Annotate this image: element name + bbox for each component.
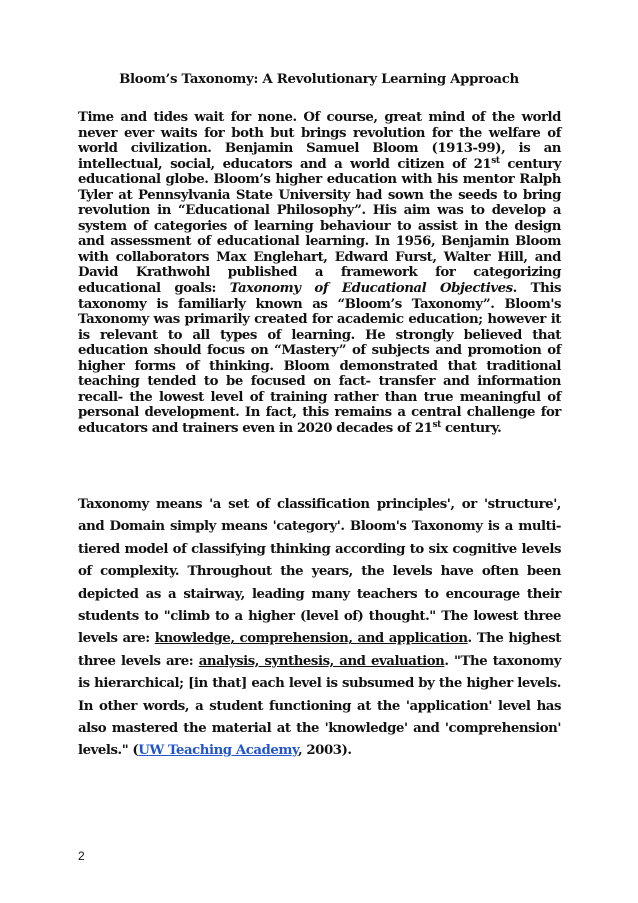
page-number: 2 (78, 849, 85, 863)
paragraph-intro-text: century educational globe. Bloom’s higher education with his mentor Ralph Tyler at Pennsylvania State University had sown the seeds to bring revolution in “Educational Philosophy”. His aim was to develop a system of categories of learning behaviour to assist in the design and assessment of educational learning. In 1956, Benjamin Bloom with collaborators Max Englehart, Edward Furst, Walter Hill, and David Krathwohl published a framework for categorizing educational goals: (78, 156, 562, 297)
document-title: Bloom’s Taxonomy: A Revolutionary Learning Approach (119, 72, 519, 87)
paragraph-intro-text: century. (440, 420, 502, 436)
paragraph-taxonomy-text: . The highest three levels are: (78, 631, 561, 669)
paragraph-taxonomy-text: . "The taxonomy is hierarchical; [in that] each level is subsumed by the higher levels. In other words, a student functioning at the 'application' level has also mastered the material at the 'knowledge' and 'comprehension' levels." ( (78, 653, 561, 759)
superscript-st: st (432, 419, 441, 430)
lower-levels-underlined: knowledge, comprehension, and application (154, 631, 468, 647)
paragraph-intro-text: Time and tides wait for none. Of course, great mind of the world never ever waits for both but brings revolution for the welfare of world civilization. Benjamin Samuel Bloom (1913-99), is an intellectual, social, educators and a world citizen of 21 (78, 110, 561, 172)
paragraph-taxonomy (78, 494, 561, 763)
paragraph-intro (78, 110, 561, 436)
superscript-st: st (491, 155, 500, 166)
paragraph-taxonomy-text: Taxonomy means 'a set of classification principles', or 'structure', and Domain simply means 'category'. Bloom's Taxonomy is a multi-tiered model of classifying thinking according to six cognitive levels of complexity. Throughout the years, the levels have often been depicted as a stairway, leading many teachers to encourage their students to "climb to a higher (level of) thought." The lowest three levels are: (78, 497, 561, 647)
book-title-italic: Taxonomy of Educational Objectives (229, 281, 513, 297)
paragraph-taxonomy-text: , 2003). (298, 743, 352, 759)
uw-teaching-academy-link[interactable]: UW Teaching Academy (138, 743, 298, 759)
paragraph-intro-text: . This taxonomy is familiarly known as “Bloom’s Taxonomy”. Bloom's Taxonomy was primarily created for academic education; however it is relevant to all types of learning. He strongly believed that education should focus on “Mastery” of subjects and promotion of higher forms of thinking. Bloom demonstrated that traditional teaching tended to be focused on fact- transfer and information recall- the lowest level of training rather than true meaningful of personal development. In fact, this remains a central challenge for educators and trainers even in 2020 decades of 21 (78, 281, 561, 436)
higher-levels-underlined: analysis, synthesis, and evaluation (198, 653, 445, 669)
